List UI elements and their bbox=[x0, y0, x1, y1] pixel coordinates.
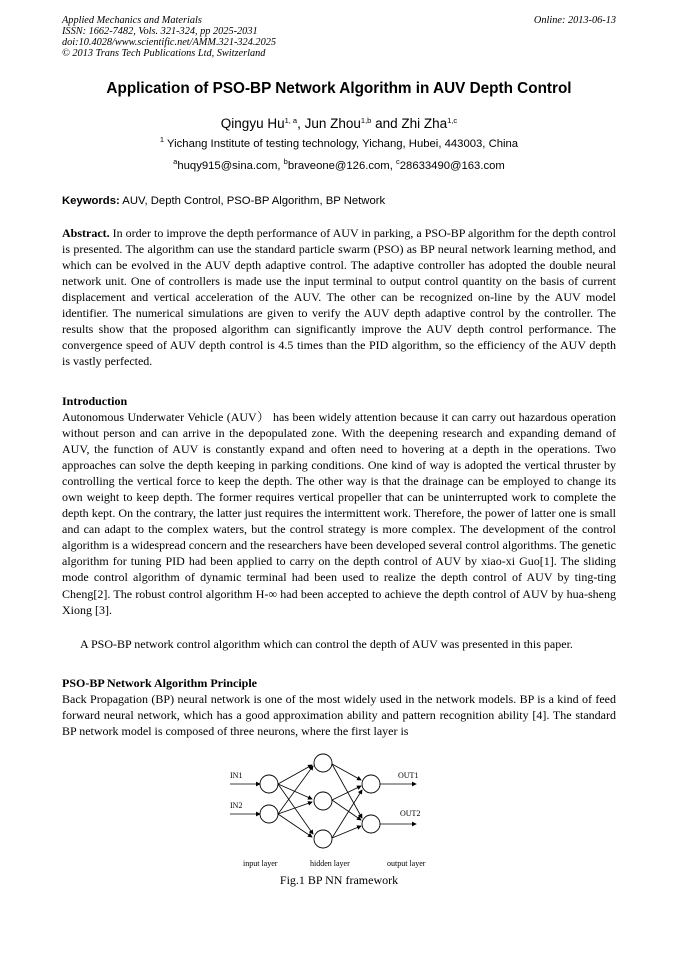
email-sup: c bbox=[396, 157, 400, 166]
abstract-label: Abstract. bbox=[62, 226, 110, 240]
output-node-1 bbox=[362, 775, 380, 793]
issn-line: ISSN: 1662-7482, Vols. 321-324, pp 2025-2031 bbox=[62, 26, 258, 37]
author-sup: 1, a bbox=[284, 116, 298, 125]
doi-line: doi:10.4028/www.scientific.net/AMM.321-324.2025 bbox=[62, 37, 277, 48]
output-node-2 bbox=[362, 815, 380, 833]
input-node-2 bbox=[260, 805, 278, 823]
label-in1: IN1 bbox=[230, 771, 243, 780]
affiliation-sup: 1 bbox=[159, 135, 165, 144]
online-date: Online: 2013-06-13 bbox=[533, 15, 616, 26]
author-sup: 1,b bbox=[360, 116, 372, 125]
email-address: braveone@126.com, bbox=[287, 160, 396, 172]
author-separator: and bbox=[371, 116, 402, 131]
author-separator: , bbox=[297, 116, 305, 131]
hidden-node-2 bbox=[314, 792, 332, 810]
input-node-1 bbox=[260, 775, 278, 793]
label-hidden-layer: hidden layer bbox=[310, 859, 350, 868]
network-nodes bbox=[260, 754, 380, 848]
affiliation-text: Yichang Institute of testing technology, Yichang, Hubei, 443003, China bbox=[164, 138, 519, 150]
abstract bbox=[62, 225, 616, 369]
hidden-node-1 bbox=[314, 754, 332, 772]
author-sup: 1,c bbox=[447, 116, 458, 125]
email-address: huqy915@sina.com, bbox=[177, 160, 284, 172]
label-out1: OUT1 bbox=[398, 771, 419, 780]
keywords bbox=[62, 195, 616, 207]
section-heading-pso-bp: PSO-BP Network Algorithm Principle bbox=[62, 676, 257, 690]
label-input-layer: input layer bbox=[243, 859, 278, 868]
intro-paragraph-2: A PSO-BP network control algorithm which can control the depth of AUV was presented in this paper. bbox=[80, 637, 573, 651]
email-address: 28633490@163.com bbox=[399, 160, 505, 172]
copyright-line: © 2013 Trans Tech Publications Ltd, Switzerland bbox=[62, 48, 266, 59]
author-name: Jun Zhou bbox=[304, 116, 361, 131]
affiliation bbox=[0, 135, 678, 150]
email-sup: b bbox=[283, 157, 288, 166]
label-output-layer: output layer bbox=[387, 859, 426, 868]
intro-paragraph-1: Autonomous Underwater Vehicle (AUV） has been widely attention because it can carry out hazardous operation without person and can arrive in the depopulated zone. With the deepening research and expanding demand of AUV, the function of AUV is constantly expand and often need to hovering at a depth in the operations. Two approaches can solve the depth keeping in parking conditions. One kind of way is adopted the vertical thruster by controlling the vertical force to keep the depth. The other way is that the drainage can be employed to change its own weight to keep depth. The former requires vertical propeller that can be uninterrupted work to complete the depth kept. On the contrary, the latter just requires the intermittent work. Therefore, the power of latter one is small and can adapt to the complex waters, but the control strategy is more complex. The development of the control algorithm is a widespread concern and the researchers have been developed several control algorithms. The genetic algorithm for tuning PID had been applied to carry on the depth control of AUV by xiao-xi Guo[1]. The sliding mode control algorithm of dynamic terminal had been used to realize the depth control of AUV by ting-ting Cheng[2]. The robust control algorithm H-∞ had been accepted to achieve the depth control of AUV by hua-sheng Xiong [3]. bbox=[62, 410, 616, 617]
figure-caption: Fig.1 BP NN framework bbox=[279, 873, 399, 887]
label-out2: OUT2 bbox=[400, 809, 421, 818]
journal-header bbox=[62, 15, 482, 59]
author-name: Qingyu Hu bbox=[220, 116, 285, 131]
keywords-text: AUV, Depth Control, PSO-BP Algorithm, BP Network bbox=[119, 195, 386, 207]
hidden-node-3 bbox=[314, 830, 332, 848]
author-name: Zhi Zha bbox=[401, 116, 448, 131]
journal-name: Applied Mechanics and Materials bbox=[62, 15, 202, 26]
section-heading-introduction: Introduction bbox=[62, 394, 128, 408]
label-in2: IN2 bbox=[230, 801, 243, 810]
keywords-label: Keywords: bbox=[62, 195, 120, 207]
bp-network-figure bbox=[220, 752, 450, 870]
paper-title: Application of PSO-BP Network Algorithm in AUV Depth Control bbox=[106, 80, 572, 97]
section2-paragraph-1: Back Propagation (BP) neural network is one of the most widely used in the network models. BP is a kind of feed forward neural network, which has a good approximation ability and pattern recognition ability [4]. The standard BP network model is composed of three neurons, where the first layer is bbox=[62, 692, 616, 739]
email-line bbox=[0, 157, 678, 172]
abstract-text: In order to improve the depth performance of AUV in parking, a PSO-BP algorithm for the depth control is presented. The algorithm can use the standard particle swarm (PSO) as BP neural network learning method, and which can be evolved in the AUV depth adaptive control. The adaptive controller has adopted the double neural network unit. One of controllers is made use the input terminal to output control quantity on the basis of current displacement and vertical acceleration of the AUV. The other can be recognized on-line by the AUV model identifier. The numerical simulations are given to verify the AUV depth adaptive control by the controller. The results show that the proposed algorithm can significantly improve the AUV depth control performance. The convergence speed of AUV depth control is 4.5 times than the PID algorithm, so the efficiency of the AUV depth is vastly perfected. bbox=[62, 226, 616, 369]
email-sup: a bbox=[173, 157, 178, 166]
author-line bbox=[0, 116, 678, 131]
